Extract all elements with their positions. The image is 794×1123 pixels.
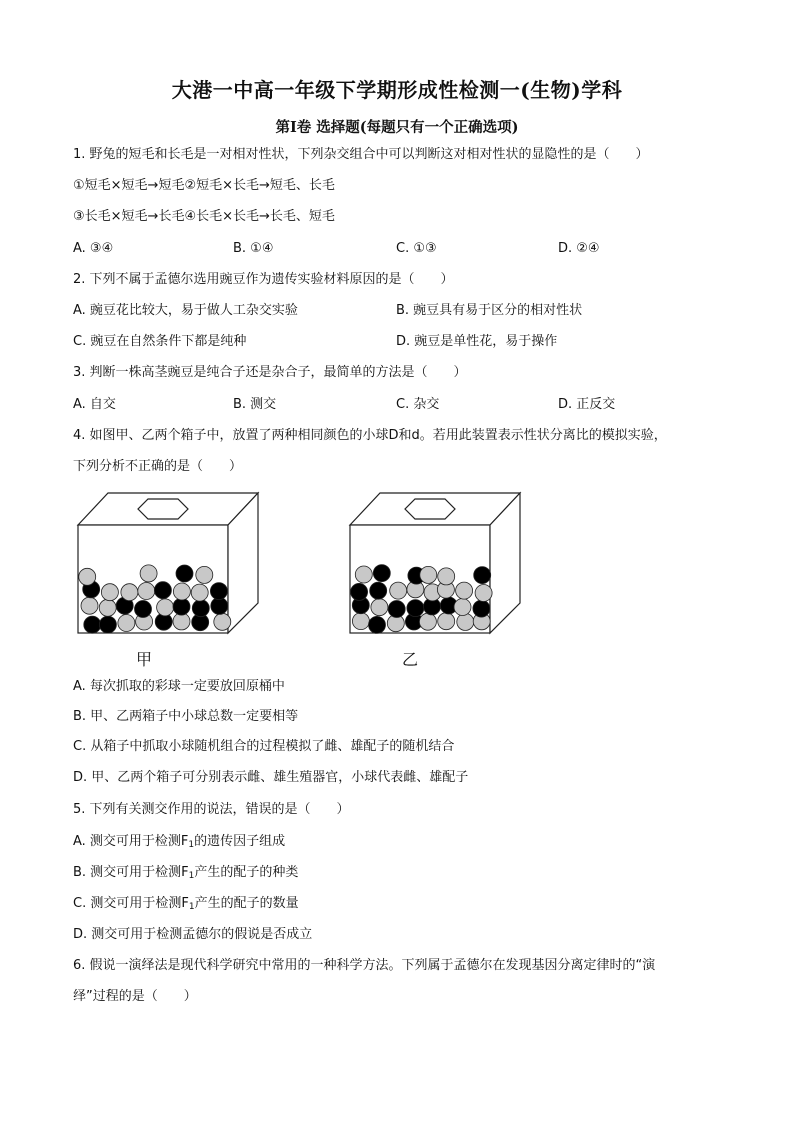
question-4-option-c: C. 从箱子中抓取小球随机组合的过程模拟了雌、雄配子的随机结合 [73, 739, 455, 754]
question-3-option-b: B. 测交 [233, 397, 277, 412]
ball-dark [474, 567, 491, 584]
ball-dark [192, 600, 209, 617]
ball-light [352, 613, 369, 630]
ball-light [355, 566, 372, 583]
ball-light [157, 599, 174, 616]
ball-light [138, 583, 155, 600]
ball-dark [135, 601, 152, 618]
ball-light [196, 566, 213, 583]
question-2-option-c: C. 豌豆在自然条件下都是纯种 [73, 334, 247, 349]
ball-light [456, 582, 473, 599]
question-3-option-c: C. 杂交 [396, 397, 440, 412]
ball-dark [351, 583, 368, 600]
ball-light [438, 568, 455, 585]
question-1-stem: 1. 野兔的短毛和长毛是一对相对性状，下列杂交组合中可以判断这对相对性状的显隐性的是（ ） [73, 147, 649, 162]
ball-light [214, 613, 231, 630]
question-4-option-a: A. 每次抓取的彩球一定要放回原桶中 [73, 679, 285, 694]
ball-light [191, 584, 208, 601]
ball-light [438, 613, 455, 630]
ball-light [101, 584, 118, 601]
ball-dark [210, 583, 227, 600]
section-heading: 第Ⅰ卷 选择题(每题只有一个正确选项) [275, 119, 519, 136]
ball-dark [373, 565, 390, 582]
question-3-stem: 3. 判断一株高茎豌豆是纯合子还是杂合子，最简单的方法是（ ） [73, 365, 467, 380]
ball-light [140, 565, 157, 582]
question-2-option-d: D. 豌豆是单性花，易于操作 [396, 334, 558, 349]
question-4-option-d: D. 甲、乙两个箱子可分别表示雌、雄生殖器官，小球代表雌、雄配子 [73, 770, 469, 785]
hexagon-opening [405, 499, 455, 519]
ball-dark [176, 565, 193, 582]
hexagon-opening [138, 499, 188, 519]
ball-light [454, 599, 471, 616]
question-3-option-d: D. 正反交 [558, 397, 616, 412]
question-5-option-d: D. 测交可用于检测孟德尔的假说是否成立 [73, 927, 313, 942]
ball-dark [370, 582, 387, 599]
question-4-stem-cont: 下列分析不正确的是（ ） [73, 459, 243, 474]
ball-light [457, 613, 474, 630]
exam-title: 大港一中高一年级下学期形成性检测一(生物)学科 [171, 78, 623, 102]
question-5-option-a: A. 测交可用于检测$F_1$的遗传因子组成 [73, 834, 286, 850]
ball-light [118, 615, 135, 632]
question-1-option-a: A. ③④ [73, 241, 114, 256]
question-2-option-b: B. 豌豆具有易于区分的相对性状 [396, 303, 583, 318]
ball-dark [154, 582, 171, 599]
ball-light [390, 582, 407, 599]
question-5-option-b: B. 测交可用于检测$F_1$产生的配子的种类 [73, 865, 299, 881]
ball-light [121, 584, 138, 601]
ball-dark [173, 598, 190, 615]
ball-light [475, 585, 492, 602]
figure-label-yi: 乙 [402, 650, 419, 669]
ball-light [420, 566, 437, 583]
ball-light [371, 599, 388, 616]
ball-dark [84, 616, 101, 633]
question-6-stem-cont: 绎”过程的是（ ） [73, 989, 197, 1004]
ball-light [99, 599, 116, 616]
question-1-combo-2: ③长毛×短毛→长毛④长毛×长毛→长毛、短毛 [73, 209, 335, 224]
ball-dark [407, 600, 424, 617]
question-1-combo-1: ①短毛×短毛→短毛②短毛×长毛→短毛、长毛 [73, 178, 335, 193]
ball-dark [473, 600, 490, 617]
question-1-option-b: B. ①④ [233, 241, 274, 256]
question-2-stem: 2. 下列不属于孟德尔选用豌豆作为遗传实验材料原因的是（ ） [73, 272, 454, 287]
figure-label-jia: 甲 [136, 650, 153, 669]
question-1-option-c: C. ①③ [396, 241, 437, 256]
question-5-option-c: C. 测交可用于检测$F_1$产生的配子的数量 [73, 896, 299, 912]
ball-dark [388, 601, 405, 618]
question-6-stem: 6. 假说一演绎法是现代科学研究中常用的一种科学方法。下列属于孟德尔在发现基因分离定律时的“演 [73, 958, 656, 973]
ball-light [79, 568, 96, 585]
ball-dark [369, 616, 386, 633]
question-3-option-a: A. 自交 [73, 397, 116, 412]
question-5-stem: 5. 下列有关测交作用的说法，错误的是（ ） [73, 802, 350, 817]
question-2-option-a: A. 豌豆花比较大，易于做人工杂交实验 [73, 303, 298, 318]
question-4-stem: 4. 如图甲、乙两个箱子中，放置了两种相同颜色的小球D和d。若用此装置表示性状分离比的模拟实验， [73, 428, 667, 443]
ball-light [173, 583, 190, 600]
ball-light [81, 597, 98, 614]
ball-light [419, 613, 436, 630]
question-1-option-d: D. ②④ [558, 241, 600, 256]
ball-dark [99, 616, 116, 633]
question-4-option-b: B. 甲、乙两箱子中小球总数一定要相等 [73, 709, 299, 724]
